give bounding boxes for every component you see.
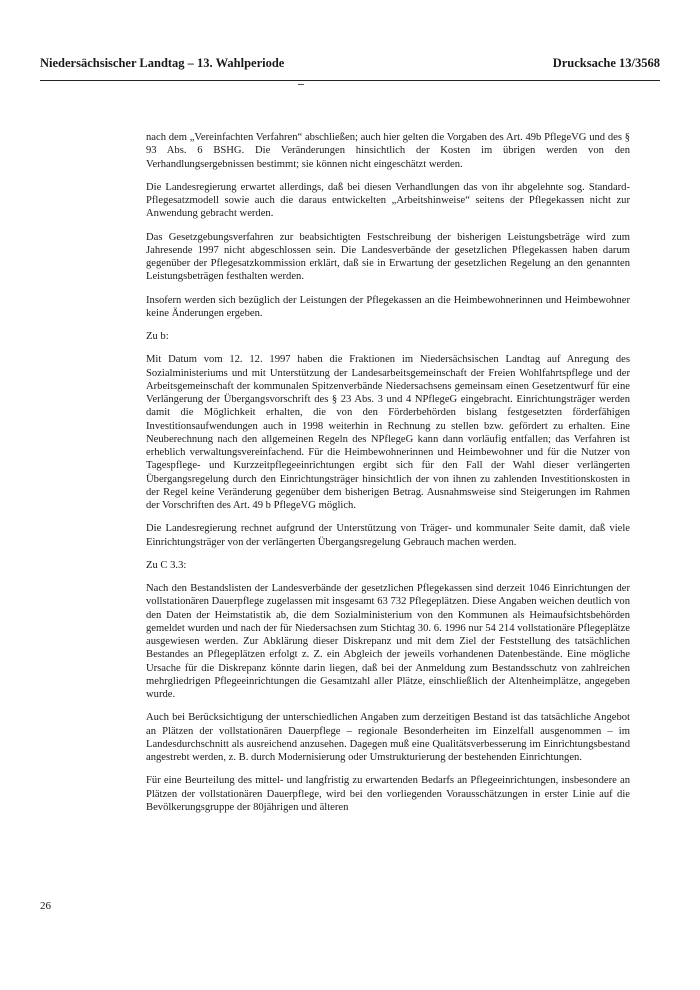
- paragraph: Die Landesregierung erwartet allerdings, daß bei diesen Verhandlungen das von ihr abgelehnte sog. Standard-Pflegesatzmodell sowie auch die daraus entwickelten „Arbeitshinweise“ seitens der Pflegekassen nicht zur Anwendung gebracht werden.: [146, 181, 630, 220]
- paragraph: Die Landesregierung rechnet aufgrund der Unterstützung von Träger- und kommunaler Seite damit, daß viele Einrichtungsträger von der verlängerten Übergangsregelung Gebrauch machen werden.: [146, 523, 630, 548]
- header-document-number: Drucksache 13/3568: [552, 56, 660, 70]
- paragraph: Das Gesetzgebungsverfahren zur beabsichtigten Festschreibung der bisherigen Leistungsbeträge wird zum Jahresende 1997 nicht abgeschlossen sein. Die Landesverbände der gesetzlichen Pflegekassen haben darum gegenüber der Pflegesatzkommission erklärt, daß sie in Erwartung der gesetzlichen Regelung an den genannten Leistungsbeträgen festhalten werden.: [146, 231, 630, 283]
- paragraph: Für eine Beurteilung des mittel- und langfristig zu erwartenden Bedarfs an Pflegeeinrichtungen, insbesondere an Plätzen der vollstationären Dauerpflege, wird bei den vorliegenden Vorausschätzungen in erster Linie auf die Bevölkerungsgruppe der 80jährigen und älteren: [146, 775, 630, 813]
- paragraph: Auch bei Berücksichtigung der unterschiedlichen Angaben zum derzeitigen Bestand ist das tatsächliche Angebot an Plätzen der vollstationären Dauerpflege – regionale Besonderheiten im Einzelfall ausgenommen – im Landesdurchschnitt als ausreichend anzusehen. Dagegen muß eine Qualitätsverbesserung im Einrichtungsbestand angestrebt werden, z. B. durch Modernisierung oder Umstrukturierung der bestehenden Einrichtungen.: [146, 712, 630, 763]
- section-label: Zu C 3.3:: [146, 559, 187, 571]
- section-label: Zu b:: [146, 331, 169, 342]
- paragraph: nach dem „Vereinfachten Verfahren“ abschließen; auch hier gelten die Vorgaben des Art. 49b PflegeVG und des § 93 Abs. 6 BSHG. Die Veränderungen hinsichtlich der Kosten im übrigen werden von den Verhandlungsergebnissen bestimmt; sie können nicht eingeschätzt werden.: [146, 132, 630, 170]
- document-body: [146, 131, 630, 824]
- page-header: [40, 56, 660, 78]
- page-number: 26: [40, 900, 51, 912]
- paragraph: Nach den Bestandslisten der Landesverbände der gesetzlichen Pflegekassen sind derzeit 1046 Einrichtungen der vollstationären Dauerpflege zugelassen mit insgesamt 63 732 Pflegeplätzen. Diese Angaben weichen deutlich von den Daten der Heimstatistik ab, die dem Sozialministerium von den Kommunen als Heimaufsichtsbehörden gemeldet wurden und nach der für Niedersachsen zum Stichtag 30. 6. 1996 nur 54 214 vollstationäre Pflegeplätze ausgewiesen werden. Zur Abklärung dieser Diskrepanz und mit dem Ziel der Feststellung des tatsächlichen Bestandes an Pflegeplätzen erfolgt z. Z. ein Abgleich der jeweils vorhandenen Datenbestände. Eine mögliche Ursache für die Diskrepanz könnte darin liegen, daß bei der Anmeldung zum Bestandsschutz von zahlreichen mehrgliedrigen Pflegeeinrichtungen die Gesamtzahl aller Plätze, einschließlich der Altenheimplätze, angegeben wurde.: [146, 583, 630, 700]
- header-rule: [40, 80, 660, 81]
- paragraph: Insofern werden sich bezüglich der Leistungen der Pflegekassen an die Heimbewohnerinnen und Heimbewohner keine Änderungen ergeben.: [146, 294, 630, 319]
- header-mark: [298, 84, 304, 85]
- header-title: Niedersächsischer Landtag – 13. Wahlperiode: [40, 56, 285, 70]
- paragraph: Mit Datum vom 12. 12. 1997 haben die Fraktionen im Niedersächsischen Landtag auf Anregung des Sozialministeriums und mit Unterstützung der Landesarbeitsgemeinschaft der Freien Wohlfahrtspflege und der Arbeitsgemeinschaft der kommunalen Spitzenverbände Niedersachsens gemeinsam einen Gesetzentwurf für eine Verlängerung der Übergangsvorschrift des § 23 Abs. 3 und 4 NPflegeG eingebracht. Einrichtungsträger werden damit die Möglichkeit erhalten, die von den Förderbehörden bislang festgesetzten förderfähigen Investitionsaufwendungen auch in 1998 weiterhin in Rechnung zu stellen bzw. gefördert zu erhalten. Eine Neuberechnung nach den allgemeinen Regeln des NPflegeG kann dann vorläufig entfallen; das Verfahren ist erheblich verwaltungsvereinfachend. Für die Heimbewohnerinnen und Heimbewohner und für die Nutzer von Tagespflege- und Kurzzeitpflegeeinrichtungen ergibt sich für den Fall der Wahl dieser verlängerten Übergangsregelung durch den Einrichtungsträger hinsichtlich der von ihnen zu zahlenden Investitionskosten in der Regel keine Veränderung gegenüber dem bisherigen Betrag. Ausnahmsweise sind Steigerungen im Rahmen der Vorschriften des Art. 49 b PflegeVG möglich.: [146, 354, 630, 511]
